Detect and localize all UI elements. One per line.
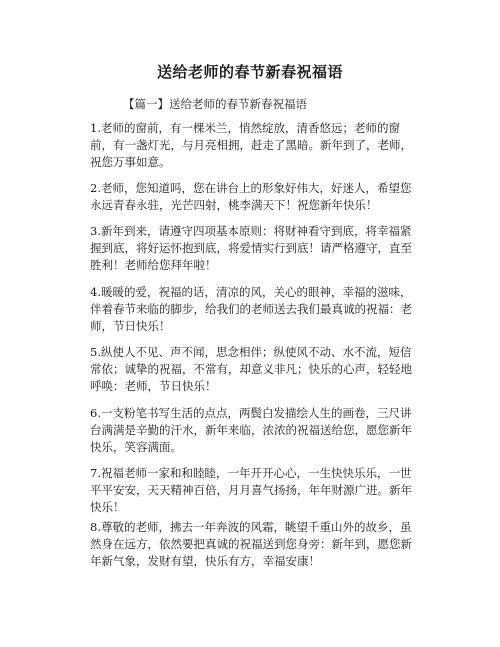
paragraph-5: 5.纵使人不见、声不闻，思念相伴；纵使风不动、水不流，短信常依；诚挚的祝福，不常有，却意义非凡；快乐的心声，轻轻地呼唤：老师，节日快乐！ <box>90 345 412 393</box>
paragraph-4: 4.暖暖的爱，祝福的话，清凉的风，关心的眼神，幸福的滋味，伴着春节来临的脚步，给我们的老师送去我们最真诚的祝福：老师，节日快乐！ <box>90 285 412 333</box>
paragraph-6: 6.一支粉笔书写生活的点点，两鬓白发描绘人生的画卷，三尺讲台满满是辛勤的汗水，新年来临，浓浓的祝福送给您，愿您新年快乐，笑容满面。 <box>90 406 412 454</box>
paragraph-1: 1.老师的窗前，有一棵米兰，悄然绽放，清香悠远；老师的窗前，有一盏灯光，与月亮相拥，赶走了黑暗。新年到了，老师，祝您万事如意。 <box>90 121 412 169</box>
paragraph-7: 7.祝福老师一家和和睦睦，一年开开心心，一生快快乐乐，一世平平安安，天天精神百倍，月月喜气扬扬，年年财源广进。新年快乐！ <box>90 466 412 514</box>
paragraph-3: 3.新年到来，请遵守四项基本原则：将财神看守到底，将幸福紧握到底，将好运怀抱到底，将爱情实行到底！请严格遵守，直至胜利！老师给您拜年啦！ <box>90 224 412 272</box>
document-title: 送给老师的春节新春祝福语 <box>156 63 343 81</box>
paragraph-8: 8.尊敬的老师，拂去一年奔波的风霜，眺望千重山外的故乡，虽然身在远方，依然要把真诚的祝福送到您身旁：新年到，愿您新年新气象，发财有望，快乐有方，幸福安康！ <box>90 520 412 568</box>
paragraph-2: 2.老师，您知道吗，您在讲台上的形象好伟大，好迷人，希望您永远青春永驻，光芒四射，桃李满天下！祝您新年快乐！ <box>90 181 412 212</box>
section-heading: 【篇一】送给老师的春节新春祝福语 <box>123 97 307 111</box>
